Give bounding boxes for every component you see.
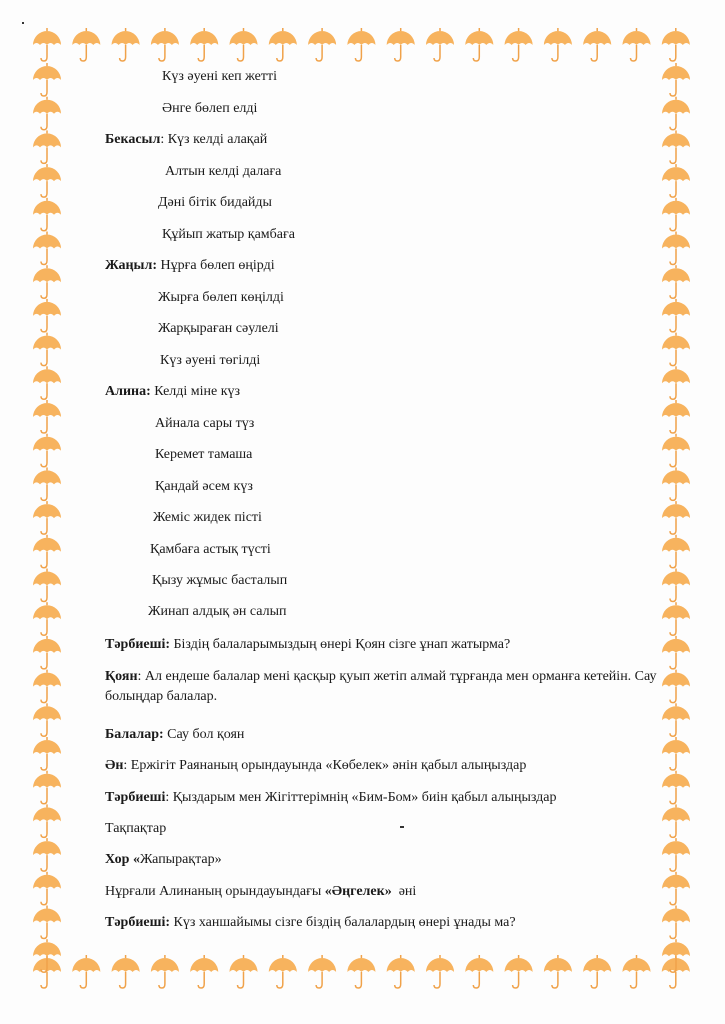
text-line: Жинап алдық ән салып (148, 604, 287, 619)
text-line: Дәні бітік бидайды (158, 195, 272, 210)
text-line: Жарқыраған сәулелі (158, 321, 279, 336)
text-paragraph: Қоян: Ал ендеше балалар мені қасқыр қуып жетіп алмай тұрғанда мен орманға кетейін. Сау болыңдар балалар. (105, 669, 657, 704)
text-line: Тәрбиеші: Біздің балаларымыздың өнері Қоян сізге ұнап жатырма? (105, 637, 511, 652)
scan-speck (400, 826, 404, 828)
text-line: Жаңыл: Нұрға бөлеп өңірді (105, 258, 275, 273)
text-line: Құйып жатыр қамбаға (162, 227, 295, 242)
text-line: Тәрбиеші: Қыздарым мен Жігіттерімнің «Бим-Бом» биін қабыл алыңыздар (105, 790, 557, 805)
text-line: Алина: Келді міне күз (105, 384, 241, 399)
text-line: Жырға бөлеп көңілді (158, 290, 284, 305)
text-line: Күз әуені кеп жетті (162, 69, 277, 84)
text-line: Бекасыл: Күз келді алақай (105, 132, 268, 147)
text-line: Қызу жұмыс басталып (152, 573, 288, 588)
text-line: Әнге бөлеп елді (162, 101, 258, 116)
text-line: Қамбаға астық түсті (150, 542, 271, 557)
scan-speck (22, 22, 24, 24)
text-line: Ән: Ержігіт Раянаның орындауында «Көбелек» әнін қабыл алыңыздар (105, 758, 527, 773)
text-line: Жеміс жидек пісті (153, 510, 262, 525)
text-line: Айнала сары түз (155, 416, 255, 431)
text-line: Балалар: Сау бол қоян (105, 727, 245, 742)
text-line: Қандай әсем күз (155, 479, 253, 494)
text-line: Күз әуені төгілді (160, 353, 261, 368)
text-line: Хор «Жапырақтар» (105, 852, 222, 867)
text-line: Алтын келді далаға (165, 164, 282, 179)
text-line: Керемет тамаша (155, 447, 253, 462)
text-line: Тақпақтар (105, 821, 167, 836)
text-line: Нұрғали Алинаның орындауындағы «Әңгелек» әні (105, 884, 417, 899)
text-line: Тәрбиеші: Күз ханшайымы сізге біздің балалардың өнері ұнады ма? (105, 915, 516, 930)
